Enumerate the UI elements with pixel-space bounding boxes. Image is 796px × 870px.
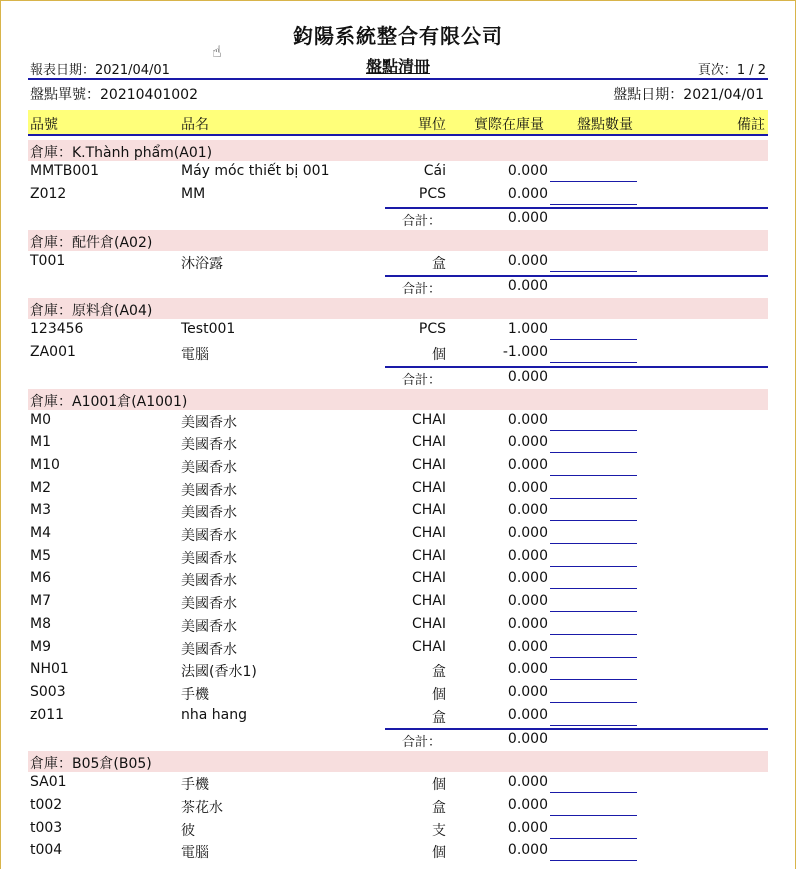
item-code: M4 [30,525,51,541]
item-name: nha hang [181,706,247,723]
page-number: 頁次：1 / 2 [697,63,766,78]
item-name: 手機 [181,777,209,794]
item-stock-qty: 0.000 [507,683,548,700]
item-stock-qty: 0.000 [507,615,548,632]
item-name: 美國香水 [181,573,237,590]
item-name: Test001 [181,321,236,338]
table-row [28,772,768,795]
item-name: 美國香水 [181,505,237,522]
subtotal-row [28,366,768,388]
item-unit: 個 [432,777,446,794]
warehouse-label: 倉庫：K.Thành phẩm(A01) [30,145,213,161]
item-unit: Cái [423,163,446,179]
count-entry-line [550,543,637,544]
item-stock-qty: 0.000 [507,593,548,610]
count-entry-line [550,566,637,567]
item-stock-qty: 0.000 [507,163,548,179]
table-row [28,546,768,569]
item-stock-qty: 0.000 [507,525,548,541]
item-unit: 盒 [432,664,446,681]
item-stock-qty: 0.000 [507,411,548,428]
item-code: t004 [30,842,63,859]
item-stock-qty: 0.000 [507,706,548,723]
table-row [28,818,768,841]
item-name: 美國香水 [181,528,237,544]
item-code: t003 [30,819,63,836]
item-unit: 盒 [432,709,446,726]
item-stock-qty: 0.000 [507,570,548,587]
count-entry-line [550,679,637,680]
count-entry-line [550,475,637,476]
item-name: 沐浴露 [181,256,223,273]
item-stock-qty: 0.000 [507,774,548,791]
count-entry-line [550,815,637,816]
table-row [28,682,768,705]
item-name: 美國香水 [181,550,237,567]
count-entry-line [550,634,637,635]
item-unit: CHAI [411,502,446,519]
count-entry-line [550,452,637,453]
column-header-unit: 單位 [418,117,446,133]
table-row [28,500,768,523]
item-stock-qty: 0.000 [507,842,548,859]
table-row [28,251,768,274]
item-unit: 個 [432,686,446,703]
item-code: M3 [30,502,51,519]
item-name: 美國香水 [181,641,237,658]
count-entry-line [550,657,637,658]
item-unit: CHAI [411,593,446,610]
item-name: 美國香水 [181,414,237,431]
item-name: 電腦 [181,845,209,862]
item-code: NH01 [30,661,69,678]
warehouse-header [28,751,768,772]
item-unit: 盒 [432,800,446,816]
count-entry-line [550,430,637,431]
item-code: Z012 [30,185,67,202]
item-name: Máy móc thiết bị 001 [181,163,330,179]
item-code: 123456 [30,321,84,338]
item-name: 彼 [181,822,195,839]
count-entry-line [550,838,637,839]
item-stock-qty: 0.000 [507,502,548,519]
table-row [28,568,768,591]
warehouse-label: 倉庫：B05倉(B05) [30,756,152,773]
table-row [28,840,768,863]
count-entry-line [550,181,637,182]
table-row [28,184,768,207]
column-header-note: 備註 [737,117,765,133]
table-row [28,319,768,342]
item-unit: 個 [432,845,446,862]
subtotal-divider [385,207,768,209]
subtotal-value: 0.000 [507,278,548,295]
column-header-stock: 實際在庫量 [474,117,544,133]
item-name: MM [181,185,206,202]
warehouse-label: 倉庫：配件倉(A02) [30,235,153,252]
item-stock-qty: 1.000 [507,321,548,338]
hand-pointer-icon: ☝ [212,42,222,61]
column-header-code: 品號 [30,117,58,133]
item-code: M2 [30,479,51,496]
warehouse-header [28,298,768,319]
table-row [28,614,768,637]
count-entry-line [550,702,637,703]
count-entry-line [550,588,637,589]
subtotal-row [28,207,768,229]
subtotal-value: 0.000 [507,368,548,385]
count-doc-number: 盤點單號：20210401002 [30,87,198,103]
count-entry-line [550,520,637,521]
item-name: 美國香水 [181,596,237,613]
item-name: 手機 [181,686,209,703]
item-stock-qty: -1.000 [502,343,548,360]
item-code: T001 [30,253,66,270]
item-code: M1 [30,434,51,451]
item-code: MMTB001 [30,163,100,179]
item-code: t002 [30,797,63,813]
subtotal-label: 合計： [402,214,442,230]
subtotal-label: 合計： [402,735,442,751]
company-name: 鈞陽系統整合有限公司 [293,24,503,48]
count-entry-line [550,339,637,340]
count-entry-line [550,271,637,272]
table-row [28,523,768,546]
item-stock-qty: 0.000 [507,819,548,836]
item-name: 法國(香水1) [181,664,257,681]
table-row [28,455,768,478]
item-code: M8 [30,615,51,632]
count-entry-line [550,792,637,793]
report-title: 盤點清冊 [365,57,430,76]
item-unit: CHAI [411,570,446,587]
item-code: M5 [30,547,51,564]
subtotal-divider [385,275,768,277]
count-entry-line [550,725,637,726]
table-row [28,659,768,682]
item-name: 茶花水 [181,800,223,816]
item-name: 電腦 [181,346,209,363]
subtotal-value: 0.000 [507,731,548,748]
item-name: 美國香水 [181,482,237,499]
item-stock-qty: 0.000 [507,547,548,564]
item-unit: CHAI [411,638,446,655]
item-unit: 盒 [432,256,446,273]
item-code: M10 [30,456,60,473]
table-row [28,591,768,614]
warehouse-header [28,389,768,410]
item-stock-qty: 0.000 [507,456,548,473]
column-header-count: 盤點數量 [577,117,633,133]
subtotal-label: 合計： [402,372,442,388]
warehouse-label: 倉庫：A1001倉(A1001) [30,393,188,410]
item-stock-qty: 0.000 [507,638,548,655]
warehouse-header [28,140,768,161]
item-code: S003 [30,683,66,700]
item-unit: CHAI [411,615,446,632]
item-code: ZA001 [30,343,76,360]
item-unit: CHAI [411,456,446,473]
item-unit: CHAI [411,479,446,496]
count-entry-line [550,498,637,499]
warehouse-label: 倉庫：原料倉(A04) [30,303,153,320]
item-unit: 支 [432,822,446,839]
item-stock-qty: 0.000 [507,253,548,270]
item-code: SA01 [30,774,67,791]
item-stock-qty: 0.000 [507,661,548,678]
item-unit: PCS [418,321,446,338]
table-row [28,432,768,455]
item-unit: PCS [418,185,446,202]
subtotal-row [28,275,768,297]
item-stock-qty: 0.000 [507,479,548,496]
item-stock-qty: 0.000 [507,185,548,202]
item-code: z011 [30,706,65,723]
table-row [28,161,768,184]
table-row [28,637,768,660]
subtotal-divider [385,366,768,368]
table-row [28,478,768,501]
table-row [28,705,768,728]
item-unit: CHAI [411,411,446,428]
table-row [28,795,768,818]
item-code: M0 [30,411,51,428]
table-row [28,410,768,433]
item-name: 美國香水 [181,437,237,454]
subtotal-divider [385,728,768,730]
item-stock-qty: 0.000 [507,434,548,451]
report-date: 報表日期：2021/04/01 [30,63,170,78]
item-code: M6 [30,570,51,587]
subtotal-value: 0.000 [507,210,548,227]
warehouse-header [28,230,768,251]
count-date: 盤點日期：2021/04/01 [613,87,764,103]
item-code: M9 [30,638,51,655]
count-entry-line [550,204,637,205]
subtotal-label: 合計： [402,282,442,298]
subtotal-row [28,728,768,750]
item-code: M7 [30,593,51,610]
count-entry-line [550,611,637,612]
item-name: 美國香水 [181,618,237,635]
item-unit: CHAI [411,525,446,541]
table-row [28,342,768,365]
count-entry-line [550,362,637,363]
item-stock-qty: 0.000 [507,797,548,813]
column-header-name: 品名 [181,117,209,133]
item-name: 美國香水 [181,459,237,476]
item-unit: CHAI [411,434,446,451]
item-unit: CHAI [411,547,446,564]
item-unit: 個 [432,346,446,363]
count-entry-line [550,860,637,861]
